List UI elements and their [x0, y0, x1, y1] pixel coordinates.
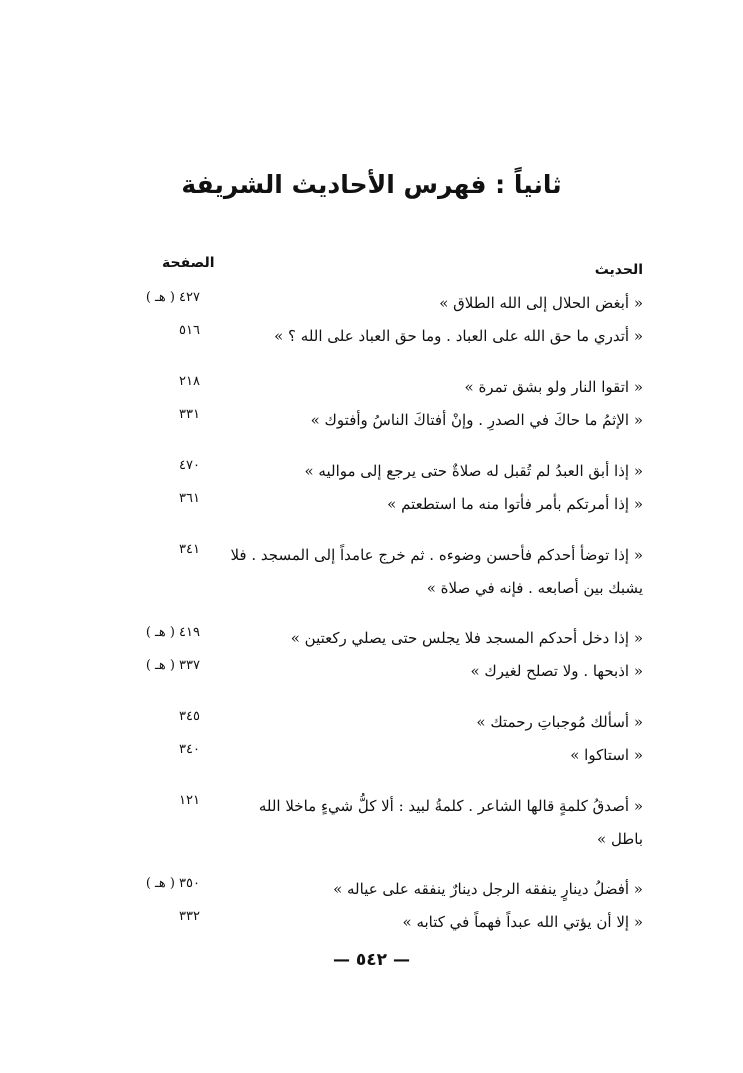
- entry-group: [0, 456, 743, 522]
- index-row: [0, 372, 743, 405]
- hadith-text: « أتدري ما حق الله على العباد . وما حق العباد على الله ؟ »: [274, 327, 643, 345]
- index-row-continuation: [0, 573, 743, 605]
- index-row: [0, 907, 743, 940]
- entry-group: [0, 540, 743, 605]
- page-number: ٢١٨: [179, 374, 200, 389]
- page-number: ١٢١: [179, 793, 200, 808]
- page-number: ٣٣٧ ( هـ ): [145, 658, 200, 673]
- index-row: [0, 321, 743, 354]
- index-row: [0, 489, 743, 522]
- hadith-text: « إذا دخل أحدكم المسجد فلا يجلس حتى يصلي ركعتين »: [290, 629, 643, 647]
- index-row: [0, 874, 743, 907]
- hadith-text: « أسألك مُوجباتِ رحمتك »: [476, 713, 643, 731]
- hadith-text: « أفضلُ دينارٍ ينفقه الرجل دينارٌ ينفقه على عياله »: [333, 880, 643, 898]
- page-number: ٤٧٠: [179, 458, 200, 473]
- column-header-hadith: الحديث: [594, 262, 643, 278]
- page-number: ٣٣١: [179, 407, 200, 422]
- page-number: ٤٢٧ ( هـ ): [145, 290, 200, 305]
- hadith-text: « إلا أن يؤتي الله عبداً فهماً في كتابه »: [402, 913, 643, 931]
- hadith-text: « الإثمُ ما حاكَ في الصدرِ . وإنْ أفتاكَ الناسُ وأفتوك »: [310, 411, 643, 429]
- entry-group: [0, 372, 743, 438]
- hadith-text: « اذبحها . ولا تصلح لغيرك »: [470, 662, 643, 680]
- index-row: [0, 288, 743, 321]
- page-number: ٣٤٥: [179, 709, 200, 724]
- hadith-text: « اتقوا النار ولو بشق تمرة »: [464, 378, 643, 396]
- index-row: [0, 791, 743, 824]
- page-number: ٣٥٠ ( هـ ): [145, 876, 200, 891]
- index-row: [0, 623, 743, 656]
- page-number-footer: — ٥٤٢ —: [333, 950, 410, 970]
- entry-group: [0, 874, 743, 940]
- entry-group: [0, 288, 743, 354]
- entry-group: [0, 791, 743, 856]
- page-number: ٣٦١: [179, 491, 200, 506]
- hadith-text: باطل »: [597, 830, 643, 848]
- hadith-index-list: [0, 288, 743, 958]
- hadith-text: « إذا أبق العبدُ لم تُقبل له صلاةٌ حتى يرجع إلى مواليه »: [304, 462, 643, 480]
- entry-group: [0, 707, 743, 773]
- hadith-text: « أصدقُ كلمةٍ قالها الشاعر . كلمةُ لبيد : ألا كلُّ شيءٍ ماخلا الله: [258, 797, 643, 815]
- index-row-continuation: [0, 824, 743, 856]
- column-header-page: الصفحة: [162, 255, 215, 271]
- hadith-text: « إذا أمرتكم بأمر فأتوا منه ما استطعتم »: [387, 495, 643, 513]
- page-number: ٤١٩ ( هـ ): [145, 625, 200, 640]
- hadith-text: « أبغض الحلال إلى الله الطلاق »: [439, 294, 643, 312]
- page-title: ثانياً : فهرس الأحاديث الشريفة: [181, 170, 562, 199]
- hadith-text: « استاكوا »: [570, 746, 643, 764]
- page-number: ٣٤١: [179, 542, 200, 557]
- page-number: ٥١٦: [179, 323, 200, 338]
- index-row: [0, 456, 743, 489]
- page-number: ٣٤٠: [179, 742, 200, 757]
- index-row: [0, 707, 743, 740]
- index-row: [0, 656, 743, 689]
- hadith-text: يشبك بين أصابعه . فإنه في صلاة »: [426, 579, 643, 597]
- index-row: [0, 405, 743, 438]
- index-row: [0, 540, 743, 573]
- hadith-text: « إذا توضأ أحدكم فأحسن وضوءه . ثم خرج عامداً إلى المسجد . فلا: [230, 546, 643, 564]
- index-row: [0, 740, 743, 773]
- entry-group: [0, 623, 743, 689]
- page-number: ٣٣٢: [179, 909, 200, 924]
